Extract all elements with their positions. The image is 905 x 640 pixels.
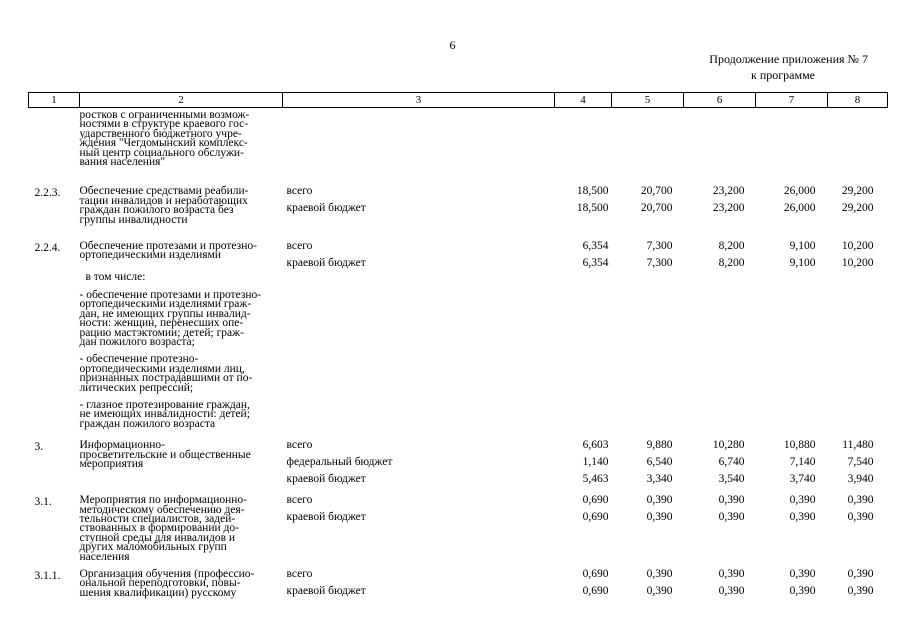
- value-cell-col8: [828, 225, 888, 429]
- value: 11,480: [842, 439, 874, 452]
- value: 0,690: [582, 511, 609, 524]
- row-number: 3.1.1.: [34, 570, 61, 582]
- value: 0,390: [789, 568, 816, 580]
- value: 1,140: [582, 456, 609, 469]
- value: 0,390: [718, 511, 745, 524]
- value: 7,300: [646, 257, 673, 270]
- value: 18,500: [576, 185, 609, 198]
- funding-source: всего: [286, 240, 313, 253]
- value-cell-col6: [684, 562, 756, 600]
- value-cell-col4: [555, 562, 612, 600]
- value-cell-col4: [555, 225, 612, 429]
- sub-item: - обеспечение протезно- ортопедическими изделиями лиц, признанных пострадавшими от по- литических репрессий;: [79, 353, 253, 394]
- table-row: [29, 488, 888, 562]
- row-description: Информационно- просветительские и общественные мероприятия: [79, 439, 251, 470]
- appendix-header: [688, 51, 868, 83]
- value-cell-col7: [756, 429, 828, 488]
- funding-source: краевой бюджет: [286, 511, 366, 524]
- value: 5,463: [582, 473, 609, 486]
- value: 26,000: [783, 185, 816, 198]
- table-row: [29, 429, 888, 488]
- funding-source-cell: [283, 225, 555, 429]
- row-description: Мероприятия по информационно- методическому обеспечению дея- тельности специалистов, задей- ствованных в формировании до- ступной среды для инвалидов и других маломобильных групп населения: [79, 494, 247, 563]
- funding-source: краевой бюджет: [286, 585, 366, 597]
- value-cell-col8: [828, 488, 888, 562]
- value: 6,354: [582, 257, 609, 270]
- table-row: [29, 225, 888, 429]
- sub-item: - глазное протезирование граждан, не имеющих инвалидности: детей; граждан пожилого возраста: [79, 398, 250, 430]
- value: 23,200: [712, 202, 745, 215]
- value: 0,690: [582, 568, 609, 580]
- value-cell-col5: [612, 225, 684, 429]
- value: 9,880: [646, 439, 673, 452]
- funding-source-cell: [283, 167, 555, 225]
- value: 10,200: [841, 240, 874, 253]
- value-cell-col7: [756, 167, 828, 225]
- table-body: [29, 93, 888, 601]
- sub-item: - обеспечение протезами и протезно- ортопедическими изделиями граж- дан, не имеющих группы инвалид- ности: женщин, перенесших опе- рацию мастэктомии; детей; граж- дан пожилого возраста;: [79, 288, 262, 348]
- value: 6,540: [646, 456, 673, 469]
- value: 8,200: [718, 240, 745, 253]
- row-description-cell: [80, 488, 283, 562]
- value: 3,340: [646, 473, 673, 486]
- value-cell-col8: [828, 562, 888, 600]
- row-description: Обеспечение протезами и протезно- ортопедическими изделиями: [79, 240, 257, 262]
- row-number: 2.2.4.: [34, 242, 61, 255]
- value-cell-col5: [612, 488, 684, 562]
- value: 0,390: [847, 494, 874, 507]
- funding-source-cell: [283, 562, 555, 600]
- funding-source: всего: [286, 439, 313, 452]
- value-cell-col6: [684, 225, 756, 429]
- row-description-cell: [80, 225, 283, 429]
- row-description-cell: [80, 562, 283, 600]
- value-cell-col7: [756, 225, 828, 429]
- value: 3,540: [718, 473, 745, 486]
- row-description-cell: [80, 429, 283, 488]
- value-cell-col4: [555, 167, 612, 225]
- value: 20,700: [640, 202, 673, 215]
- value: 6,354: [582, 240, 609, 253]
- funding-source: краевой бюджет: [286, 202, 366, 215]
- value: 26,000: [783, 202, 816, 215]
- program-table: [28, 92, 888, 600]
- table-row: [29, 562, 888, 600]
- value: 0,390: [847, 511, 874, 524]
- value: 0,390: [789, 511, 816, 524]
- value: 23,200: [712, 185, 745, 198]
- value-cell-col8: [828, 167, 888, 225]
- value: 0,390: [718, 585, 745, 597]
- funding-source: федеральный бюджет: [286, 456, 393, 469]
- column-header: 2: [80, 93, 283, 108]
- value: 0,690: [582, 494, 609, 507]
- funding-source-cell: [283, 429, 555, 488]
- value-cell-col6: [684, 167, 756, 225]
- continuation-row: [29, 108, 888, 168]
- value: 0,390: [847, 585, 874, 597]
- funding-source: всего: [286, 494, 313, 507]
- row-number: 3.: [34, 441, 44, 454]
- funding-source: всего: [286, 185, 313, 198]
- value: 0,390: [847, 568, 874, 580]
- value: 9,100: [789, 257, 816, 270]
- value-cell-col5: [612, 429, 684, 488]
- table-row: [29, 167, 888, 225]
- value-cell-col6: [684, 488, 756, 562]
- value: 0,390: [789, 585, 816, 597]
- value: 0,390: [718, 494, 745, 507]
- value: 7,540: [847, 456, 874, 469]
- value-cell-col4: [555, 488, 612, 562]
- funding-source: краевой бюджет: [286, 257, 366, 270]
- value: 6,740: [718, 456, 745, 469]
- value: 7,140: [789, 456, 816, 469]
- value: 10,280: [712, 439, 745, 452]
- value: 6,603: [582, 439, 609, 452]
- value: 8,200: [718, 257, 745, 270]
- row-number: 3.1.: [34, 496, 52, 509]
- funding-source: всего: [286, 568, 313, 580]
- funding-source: краевой бюджет: [286, 473, 366, 486]
- value: 0,390: [646, 511, 673, 524]
- value: 10,880: [783, 439, 816, 452]
- value: 0,390: [646, 494, 673, 507]
- row-description: Обеспечение средствами реабили- тации инвалидов и неработающих граждан пожилого возраста без группы инвалидности: [79, 185, 249, 226]
- value: 9,100: [789, 240, 816, 253]
- continuation-text: ростков с ограниченными возмож- ностями в структуре краевого гос- ударственного бюджетного учре- ждения "Чегдомынский комплекс- ный центр социального обслужи- вания населения": [79, 109, 250, 169]
- value: 18,500: [576, 202, 609, 215]
- row-number: 2.2.3.: [34, 187, 61, 200]
- value-cell-col8: [828, 429, 888, 488]
- appendix-header-line2: к программе: [750, 68, 815, 82]
- value: 20,700: [640, 185, 673, 198]
- column-header: 1: [29, 93, 80, 108]
- table-header-row: [29, 93, 888, 108]
- value: 29,200: [841, 185, 874, 198]
- funding-source-cell: [283, 488, 555, 562]
- value: 0,390: [646, 568, 673, 580]
- value-cell-col5: [612, 562, 684, 600]
- value-cell-col4: [555, 429, 612, 488]
- value: 10,200: [841, 257, 874, 270]
- value: 3,940: [847, 473, 874, 486]
- column-header: 6: [684, 93, 756, 108]
- value: 0,390: [718, 568, 745, 580]
- value: 29,200: [841, 202, 874, 215]
- value: 0,690: [582, 585, 609, 597]
- value-cell-col7: [756, 562, 828, 600]
- value-cell-col7: [756, 488, 828, 562]
- row-description: Организация обучения (профессио- ональной переподготовки, повы- шения квалификации) русскому: [79, 568, 255, 599]
- value-cell-col6: [684, 429, 756, 488]
- value: 0,390: [646, 585, 673, 597]
- column-header: 8: [828, 93, 888, 108]
- value-cell-col5: [612, 167, 684, 225]
- value: 7,300: [646, 240, 673, 253]
- column-header: 7: [756, 93, 828, 108]
- row-description-cell: [80, 167, 283, 225]
- appendix-header-line1: Продолжение приложения № 7: [709, 52, 868, 66]
- value: 3,740: [789, 473, 816, 486]
- page-number: 6: [449, 38, 456, 52]
- column-header: 5: [612, 93, 684, 108]
- column-header: 4: [555, 93, 612, 108]
- value: 0,390: [789, 494, 816, 507]
- in-list-label: в том числе:: [85, 270, 146, 283]
- column-header: 3: [283, 93, 555, 108]
